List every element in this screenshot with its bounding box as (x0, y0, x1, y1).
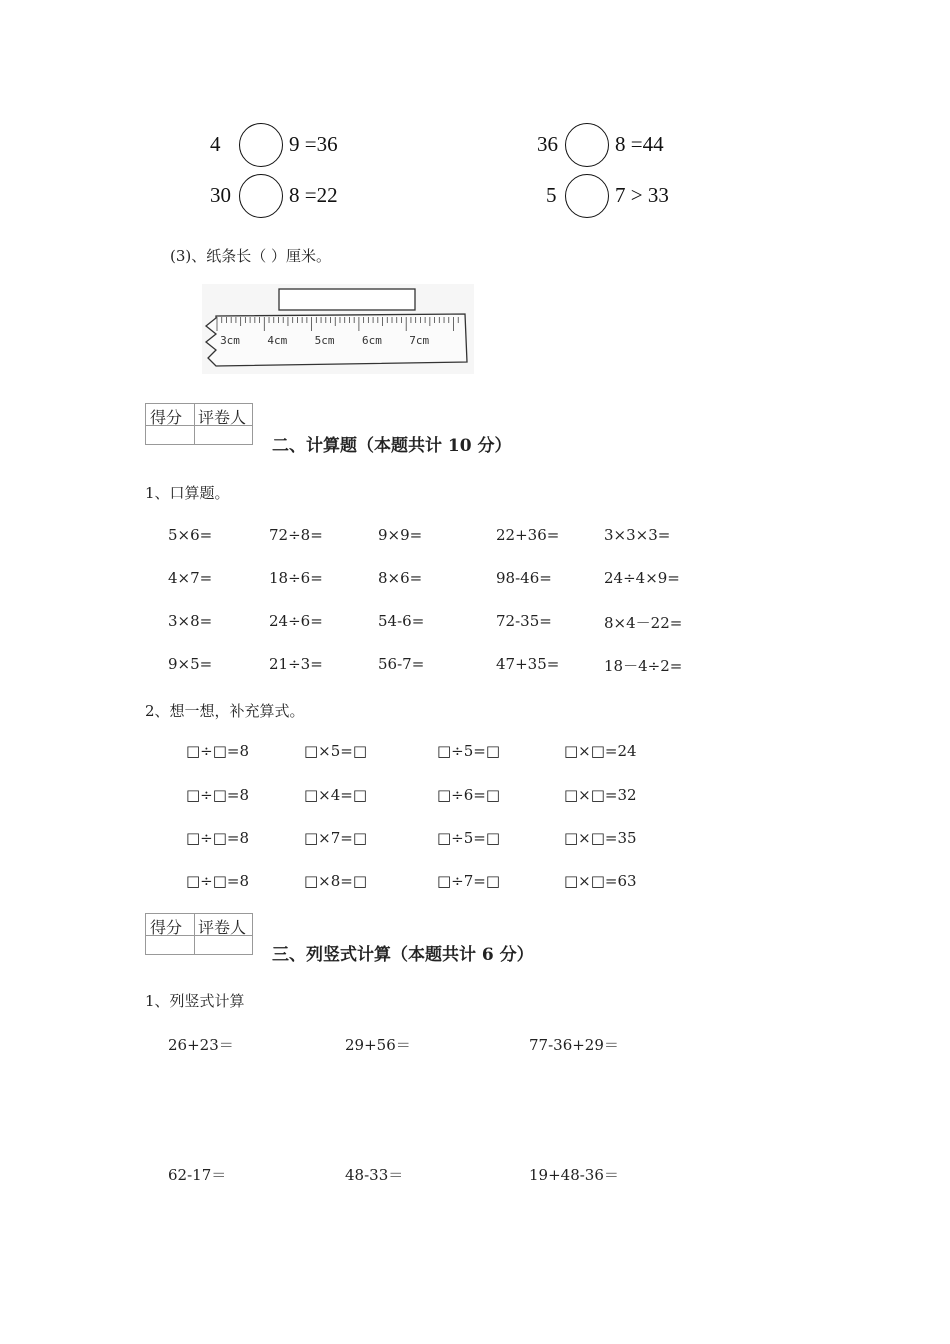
ruler-figure (202, 284, 474, 374)
oral-calc-item: 8×4－22= (604, 614, 683, 632)
compare-right-2-a: 5 (546, 183, 557, 207)
score-box (145, 403, 253, 445)
oral-calc-item: 98-46= (496, 569, 552, 587)
score-label: 得分 (150, 408, 183, 427)
vertical-calc-item: 62-17＝ (168, 1166, 227, 1184)
oral-calc-item: 24÷6= (269, 612, 323, 630)
oral-calc-item: 3×8= (168, 612, 213, 630)
section2-q1: 1、口算题。 (145, 484, 230, 502)
ruler-tick-label: 6cm (361, 334, 382, 347)
oral-calc-item: 56-7= (378, 655, 425, 673)
blank-circle[interactable] (565, 123, 609, 167)
grader-label: 评卷人 (198, 918, 247, 937)
oral-calc-item: 3×3×3= (604, 526, 671, 544)
oral-calc-item: 24÷4×9= (604, 569, 680, 587)
fill-equation-item[interactable]: □×7=□ (304, 829, 368, 847)
score-label: 得分 (150, 918, 183, 937)
paper-strip (279, 289, 415, 310)
oral-calc-item: 5×6= (168, 526, 213, 544)
compare-right-1-b: 8 =44 (615, 132, 664, 156)
compare-left-2-a: 30 (210, 183, 231, 207)
fill-equation-item[interactable]: □÷□=8 (186, 829, 250, 847)
fill-equation-item[interactable]: □÷5=□ (437, 829, 501, 847)
oral-calc-item: 21÷3= (269, 655, 323, 673)
oral-calc-item: 4×7= (168, 569, 213, 587)
oral-calc-item: 18－4÷2= (604, 657, 683, 675)
oral-calc-item: 9×9= (378, 526, 423, 544)
oral-calc-item: 18÷6= (269, 569, 323, 587)
grader-label: 评卷人 (198, 408, 247, 427)
fill-equation-item[interactable]: □÷□=8 (186, 742, 250, 760)
compare-right-1-a: 36 (537, 132, 558, 156)
vertical-calc-item: 29+56＝ (345, 1036, 411, 1054)
vertical-calc-item: 48-33＝ (345, 1166, 404, 1184)
fill-equation-item[interactable]: □×4=□ (304, 786, 368, 804)
blank-circle[interactable] (239, 123, 283, 167)
oral-calc-item: 54-6= (378, 612, 425, 630)
section3-q1: 1、列竖式计算 (145, 992, 245, 1010)
ruler-tick-label: 7cm (409, 334, 430, 347)
compare-left-1-b: 9 =36 (289, 132, 338, 156)
vertical-calc-item: 26+23＝ (168, 1036, 234, 1054)
fill-equation-item[interactable]: □×□=32 (564, 786, 637, 804)
ruler-tick-label: 5cm (314, 334, 335, 347)
section2-title: 二、计算题（本题共计 10 分） (272, 436, 512, 456)
ruler-tick-label: 3cm (220, 334, 240, 347)
oral-calc-item: 72÷8= (269, 526, 323, 544)
section3-title: 三、列竖式计算（本题共计 6 分） (272, 945, 534, 965)
oral-calc-item: 9×5= (168, 655, 213, 673)
oral-calc-item: 8×6= (378, 569, 423, 587)
fill-equation-item[interactable]: □×8=□ (304, 872, 368, 890)
fill-equation-item[interactable]: □÷6=□ (437, 786, 501, 804)
fill-equation-item[interactable]: □÷□=8 (186, 786, 250, 804)
vertical-calc-item: 77-36+29＝ (529, 1036, 619, 1054)
blank-circle[interactable] (239, 174, 283, 218)
fill-equation-item[interactable]: □×□=63 (564, 872, 637, 890)
fill-equation-item[interactable]: □÷7=□ (437, 872, 501, 890)
compare-left-2-b: 8 =22 (289, 183, 338, 207)
vertical-calc-item: 19+48-36＝ (529, 1166, 619, 1184)
blank-circle[interactable] (565, 174, 609, 218)
fill-equation-item[interactable]: □÷5=□ (437, 742, 501, 760)
fill-equation-item[interactable]: □÷□=8 (186, 872, 250, 890)
score-box (145, 913, 253, 955)
compare-left-1-a: 4 (210, 132, 221, 156)
oral-calc-item: 22+36= (496, 526, 560, 544)
ruler-tick-label: 4cm (267, 334, 288, 347)
fill-equation-item[interactable]: □×□=24 (564, 742, 637, 760)
ruler-question: (3)、纸条长（ ）厘米。 (170, 247, 332, 265)
compare-right-2-b: 7 > 33 (615, 183, 669, 207)
oral-calc-item: 72-35= (496, 612, 552, 630)
oral-calc-item: 47+35= (496, 655, 560, 673)
fill-equation-item[interactable]: □×□=35 (564, 829, 637, 847)
section2-q2: 2、想一想，补充算式。 (145, 702, 305, 720)
fill-equation-item[interactable]: □×5=□ (304, 742, 368, 760)
